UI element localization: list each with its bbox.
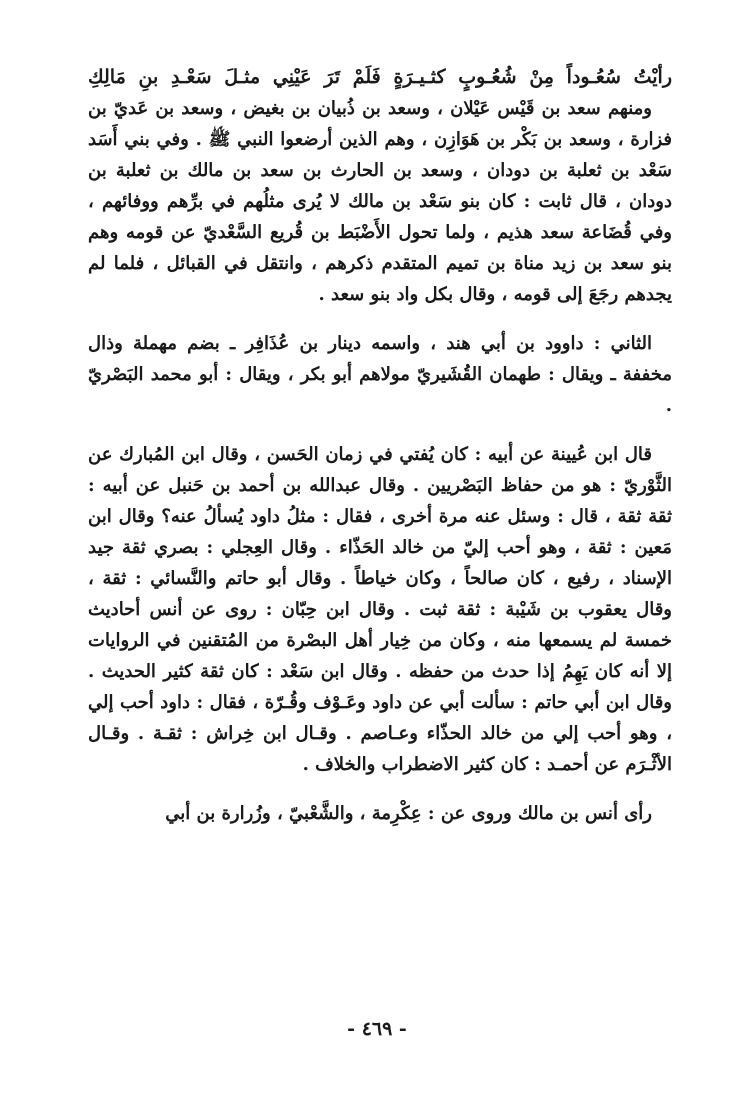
paragraph-lead: الثاني : [593, 333, 652, 354]
paragraph-text: رأى أنس بن مالك وروى عن : عِكْرِمة ، والشَّعْبيّ ، وزُرارة بن أبي [165, 803, 652, 824]
poem-verse: رأيْتُ سُعُـوداً مِنْ شُعُـوبٍ كثـيـرَةٍ فَلَمْ تَرَ عَيْنِي مثـلَ سَعْـدِ بنِ مَالِكِ [88, 66, 672, 88]
paragraph-second-narrator [88, 328, 672, 421]
paragraph-sons-of-saad [88, 93, 672, 310]
paragraph-narrations [88, 798, 672, 829]
paragraph-text: قال ابن عُيينة عن أبيه : كان يُفتي في زمان الحَسن ، وقال ابن المُبارك عن الثَّوْريّ : هو من حفاظ البَصْريين . وقال عبدالله بن أحمد بن حَنبل عن أبيه : ثقة ثقة ، قال : وسئل عنه مرة أخرى ، فقال : مثلُ داود يُسألُ عنه؟ وقال ابن مَعين : ثقة ، وهو أحب إليّ من خالد الحَذّاء . وقال العِجلي : بصري ثقة جيد الإسناد ، رفيع ، كان صالحاً ، وكان خياطاً . وقال أبو حاتم والنَّسائي : ثقة ، وقال يعقوب بن شَيْبة : ثقة ثبت . وقال ابن حِبّان : روى عن أنس أحاديث خمسة لم يسمعها منه ، وكان من خِيار أهل البصْرة من المُتقنين في الروايات إلا أنه كان يَهِمُ إذا حدث من حفظه . وقال ابن سَعْد : كان ثقة كثير الحديث . وقال ابن أبي حاتم : سألت أبي عن داود وعَـوْف وقُـرّة ، فقال : داود أحب إلي ، وهو أحب إلي من خالد الحذّاء وعـاصم . وقـال ابن خِراش : ثقـة . وقـال الأثْـرَم عن أحمـد : كان كثير الاضطراب والخلاف . [88, 444, 672, 775]
page-number: - ٤٦٩ - [347, 1018, 407, 1040]
page-content [88, 62, 672, 829]
paragraph-text: ومنهم سعد بن قَيْس عَيْلان ، وسعد بن ذُبيان بن بغيض ، وسعد بن عَديّ بن فزارة ، وسعد بن بَكْر بن هَوَازِن ، وهم الذين أرضعوا النبي ﷺ . وفي بني أَسَد سَعْد بن ثعلبة بن دودان ، وسعد بن الحارث بن سعد بن مالك بن ثعلبة بن دودان ، قال ثابت : كان بنو سَعْد بن مالك لا يُرى مثلُهم في برِّهم ووفائهم ، وفي قُضَاعة سعد هذيم ، ولما تحول الأَضْبَط بن قُريع السَّعْديّ عن قومه وهم بنو سعد بن زيد مناة بن تميم المتقدم ذكرهم ، وانتقل في القبائل ، فلما لم يجدهم رجَعَ إلى قومه ، وقال بكل واد بنو سعد . [88, 98, 672, 305]
paragraph-text: داوود بن أبي هند ، واسمه دينار بن عُذَافِر ـ بضم مهملة وذال مخففة ـ ويقال : طهمان القُشَيريّ مولاهم أبو بكر ، ويقال : أبو محمد البَصْريّ . [88, 333, 672, 416]
paragraph-narrator-grading [88, 439, 672, 780]
